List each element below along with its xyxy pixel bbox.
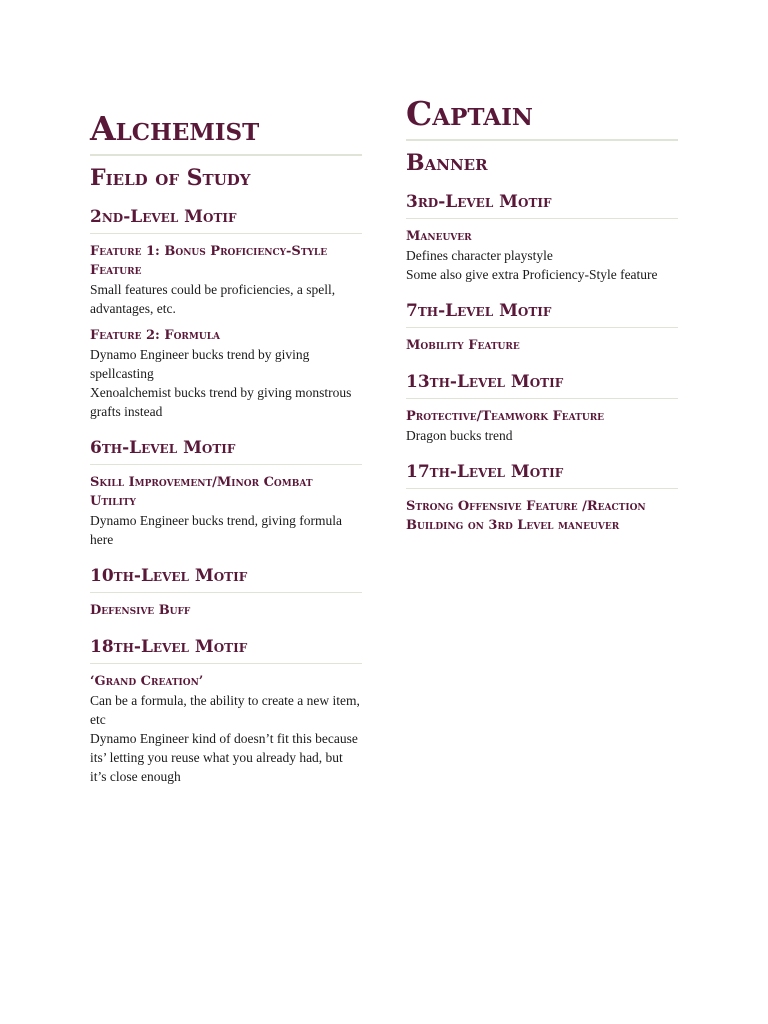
- motif-section: [406, 300, 678, 355]
- motif-heading: 6th-Level Motif: [90, 437, 362, 465]
- feature-title: Feature 2: Formula: [90, 328, 221, 343]
- feature-title: Mobility Feature: [406, 338, 520, 353]
- feature-note: Dragon bucks trend: [406, 428, 513, 443]
- feature-title: Strong Offensive Feature /Reaction Building on 3rd Level maneuver: [406, 499, 646, 533]
- motif-heading: 18th-Level Motif: [90, 636, 362, 664]
- motif-section: [406, 191, 678, 284]
- banner-heading: Banner: [406, 150, 488, 176]
- feature-note: Some also give extra Proficiency-Style feature: [406, 267, 658, 282]
- field-of-study-heading: Field of Study: [90, 165, 251, 191]
- motif-section: [406, 371, 678, 445]
- feature-title: Feature 1: Bonus Proficiency-Style Feature: [90, 244, 328, 278]
- captain-title: Captain: [406, 95, 678, 141]
- motif-heading: 3rd-Level Motif: [406, 191, 678, 219]
- feature-title: Skill Improvement/Minor Combat Utility: [90, 475, 313, 509]
- feature-note: Can be a formula, the ability to create a new item, etc: [90, 693, 360, 727]
- captain-column: [406, 0, 678, 535]
- motif-section: [90, 206, 362, 421]
- motif-section: [90, 565, 362, 620]
- feature-note: Dynamo Engineer kind of doesn’t fit this because its’ letting you reuse what you already had, but it’s close enough: [90, 731, 358, 784]
- motif-section: [90, 437, 362, 549]
- captain-motifs: [406, 191, 678, 535]
- motif-heading: 2nd-Level Motif: [90, 206, 362, 234]
- motif-section: [406, 461, 678, 535]
- feature-note: Dynamo Engineer bucks trend, giving formula here: [90, 513, 342, 547]
- motif-section: [90, 636, 362, 786]
- feature-note: Small features could be proficiencies, a spell, advantages, etc.: [90, 282, 336, 316]
- feature-title: Defensive Buff: [90, 603, 191, 618]
- motif-heading: 10th-Level Motif: [90, 565, 362, 593]
- alchemist-motifs: [90, 206, 362, 786]
- motif-heading: 13th-Level Motif: [406, 371, 678, 399]
- motif-heading: 17th-Level Motif: [406, 461, 678, 489]
- feature-title: ‘Grand Creation’: [90, 674, 204, 689]
- alchemist-title: Alchemist: [90, 110, 362, 156]
- alchemist-column: [90, 0, 362, 786]
- motif-heading: 7th-Level Motif: [406, 300, 678, 328]
- feature-note: Dynamo Engineer bucks trend by giving spellcasting: [90, 347, 310, 381]
- feature-note: Defines character playstyle: [406, 248, 553, 263]
- feature-note: Xenoalchemist bucks trend by giving monstrous grafts instead: [90, 385, 352, 419]
- feature-title: Maneuver: [406, 229, 472, 244]
- feature-title: Protective/Teamwork Feature: [406, 409, 605, 424]
